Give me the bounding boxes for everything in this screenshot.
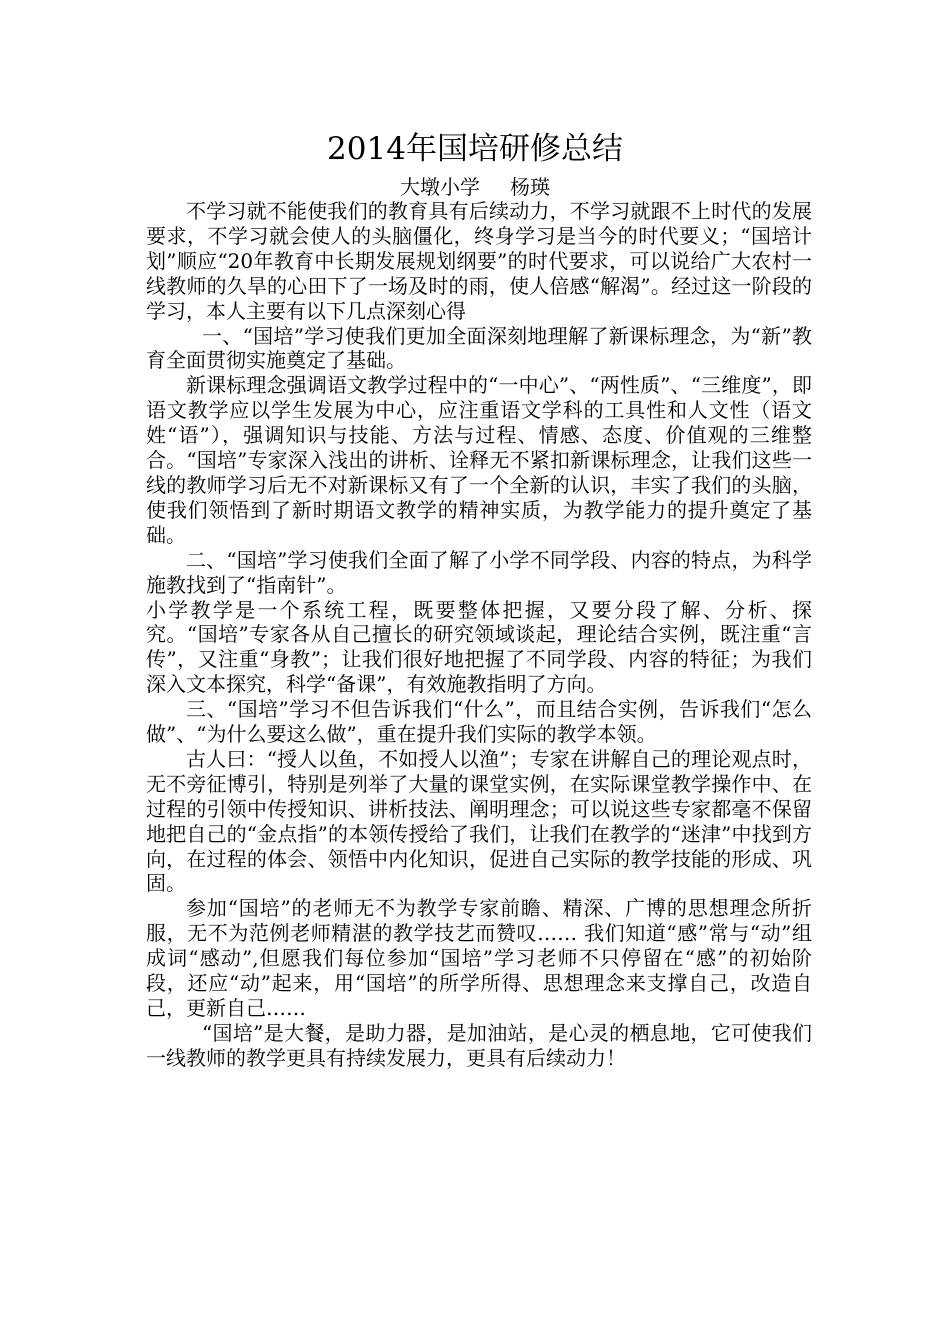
byline (0, 174, 950, 200)
paragraph-heading-2: 二、“国培”学习使我们全面了解了小学不同学段、内容的特点，为科学施教找到了“指南针”。 (146, 547, 812, 597)
document-title: 2014年国培研修总结 (327, 131, 623, 167)
school-name: 大墩小学 (400, 175, 480, 199)
paragraph-body-2: 小学教学是一个系统工程，既要整体把握，又要分段了解、分析、探究。“国培”专家各从自己擅长的研究领域谈起，理论结合实例，既注重“言传”，又注重“身教”；让我们很好地把握了不同学段、内容的特征；为我们深入文本探究，科学“备课”，有效施教指明了方向。 (146, 597, 812, 697)
paragraph-heading-3: 三、“国培”学习不但告诉我们“什么”，而且结合实例，告诉我们“怎么做”、“为什么要这么做”，重在提升我们实际的教学本领。 (146, 697, 812, 747)
paragraph-heading-1: 一、“国培”学习使我们更加全面深刻地理解了新课标理念，为“新”教育全面贯彻实施奠定了基础。 (146, 323, 812, 373)
paragraph-body-3: 古人曰：“授人以鱼，不如授人以渔”；专家在讲解自己的理论观点时，无不旁征博引，特别是列举了大量的课堂实例，在实际课堂教学操作中、在过程的引领中传授知识、讲析技法、阐明理念；可以说这些专家都毫不保留地把自己的“金点指”的本领传授给了我们，让我们在教学的“迷津”中找到方向，在过程的体会、领悟中内化知识，促进自己实际的教学技能的形成、巩固。 (146, 746, 812, 896)
document-body (146, 199, 812, 1071)
paragraph-body-1: 新课标理念强调语文教学过程中的“一中心”、“两性质”、“三维度”，即语文教学应以学生发展为中心，应注重语文学科的工具性和人文性（语文姓“语”），强调知识与技能、方法与过程、情感、态度、价值观的三维整合。“国培”专家深入浅出的讲析、诠释无不紧扣新课标理念，让我们这些一线的教师学习后无不对新课标又有了一个全新的认识，丰实了我们的头脑，使我们领悟到了新时期语文教学的精神实质，为教学能力的提升奠定了基础。 (146, 373, 812, 547)
author-name: 杨瑛 (510, 175, 550, 199)
paragraph-body-4: 参加“国培”的老师无不为教学专家前瞻、精深、广博的思想理念所折服，无不为范例老师精湛的教学技艺而赞叹…… 我们知道“感”常与“动”组成词“感动”,但愿我们每位参加“国培”学习老师不只停留在“感”的初始阶段，还应“动”起来，用“国培”的所学所得、思想理念来支撑自己，改造自己，更新自己…… (146, 896, 812, 1020)
paragraph-conclusion: “国培”是大餐，是助力器，是加油站，是心灵的栖息地，它可使我们一线教师的教学更具有持续发展力，更具有后续动力！ (146, 1020, 812, 1070)
paragraph-intro: 不学习就不能使我们的教育具有后续动力，不学习就跟不上时代的发展要求，不学习就会使人的头脑僵化，终身学习是当今的时代要义；“国培计划”顺应“20年教育中长期发展规划纲要”的时代要求，可以说给广大农村一线教师的久旱的心田下了一场及时的雨，使人倍感“解渴”。经过这一阶段的学习，本人主要有以下几点深刻心得 (146, 199, 812, 323)
